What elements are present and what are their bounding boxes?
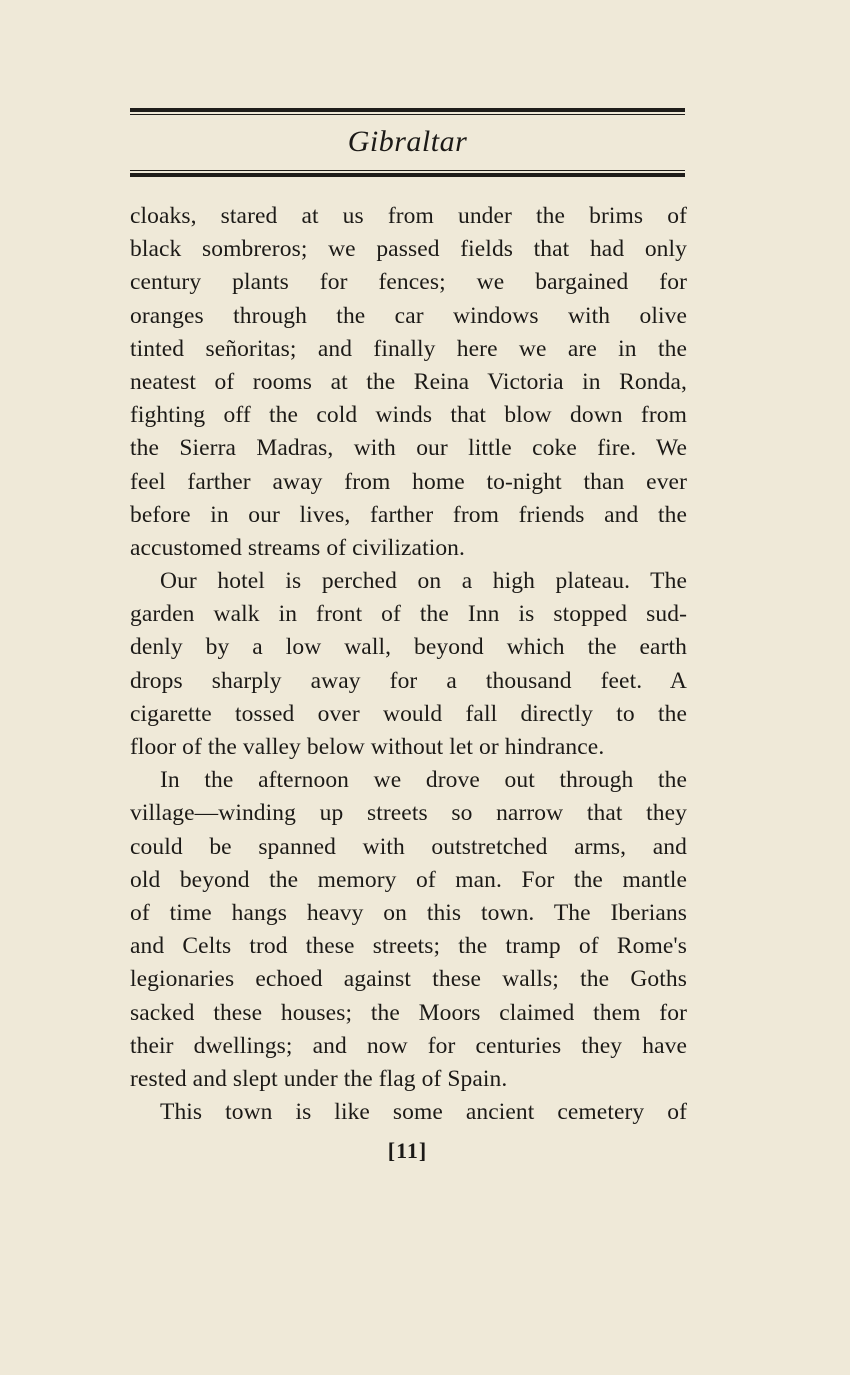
text-line: village—winding up streets so narrow that they <box>130 800 687 827</box>
header-rule-top <box>130 108 685 115</box>
text-line: cigarette tossed over would fall directly to the <box>130 700 687 727</box>
text-line: cloaks, stared at us from under the brims of <box>130 203 687 229</box>
text-line: sacked these houses; the Moors claimed them for <box>130 999 687 1026</box>
running-head: Gibraltar <box>347 125 468 158</box>
text-line: rested and slept under the flag of Spain. <box>130 1065 508 1092</box>
page-number: [11] <box>387 1138 428 1163</box>
text-line: oranges through the car windows with olive <box>130 302 687 329</box>
text-line: legionaries echoed against these walls; the Goths <box>130 966 687 993</box>
text-line: accustomed streams of civilization. <box>130 534 466 561</box>
text-line: fighting off the cold winds that blow down from <box>130 402 687 429</box>
text-line: floor of the valley below without let or hindrance. <box>130 734 605 760</box>
text-line: before in our lives, farther from friends and the <box>130 501 687 528</box>
header-rule-bottom <box>130 170 685 177</box>
text-line: old beyond the memory of man. For the mantle <box>130 866 687 893</box>
header-rule-bottom-thin <box>130 170 685 171</box>
body-text <box>130 200 687 1129</box>
header-rule-top-thick <box>130 108 685 112</box>
text-line: of time hangs heavy on this town. The Iberians <box>130 899 687 926</box>
text-line: black sombreros; we passed fields that had only <box>130 236 687 263</box>
text-line: the Sierra Madras, with our little coke fire. We <box>130 435 687 462</box>
text-line: century plants for fences; we bargained for <box>130 269 687 296</box>
header-rule-bottom-thick <box>130 173 685 177</box>
header-rule-top-thin <box>130 114 685 115</box>
text-line: tinted señoritas; and finally here we are in the <box>130 335 687 362</box>
text-line: their dwellings; and now for centuries they have <box>130 1032 687 1059</box>
text-line: and Celts trod these streets; the tramp of Rome's <box>130 933 687 960</box>
text-line: This town is like some ancient cemetery of <box>160 1099 687 1126</box>
text-line: could be spanned with outstretched arms, and <box>130 833 687 860</box>
text-line: In the afternoon we drove out through the <box>160 767 687 794</box>
text-line: drops sharply away for a thousand feet. A <box>130 667 687 694</box>
text-line: Our hotel is perched on a high plateau. The <box>160 568 687 595</box>
text-line: feel farther away from home to-night than ever <box>130 468 687 495</box>
text-line: garden walk in front of the Inn is stopped sud- <box>130 601 687 628</box>
text-line: neatest of rooms at the Reina Victoria in Ronda, <box>130 368 687 395</box>
text-line: denly by a low wall, beyond which the earth <box>130 634 687 661</box>
